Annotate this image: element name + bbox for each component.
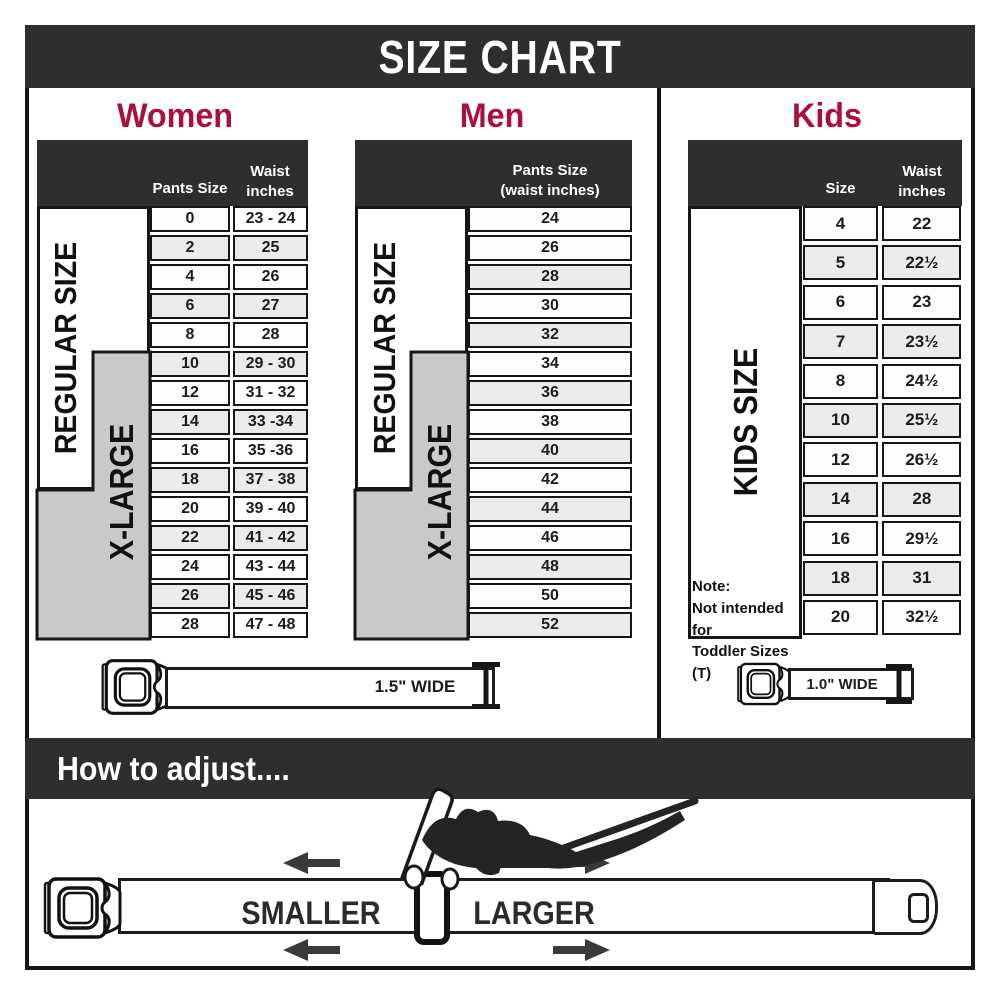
table-cell: 23½	[882, 324, 961, 359]
table-cell: 26½	[882, 442, 961, 477]
thumbtip	[442, 869, 458, 889]
women-rows	[150, 206, 308, 638]
table-cell: 26	[233, 264, 308, 290]
hand-illustration	[380, 778, 710, 958]
table-cell: 7	[803, 324, 878, 359]
table-cell: 10	[150, 351, 230, 377]
women-xlarge-label: X-LARGE	[103, 423, 140, 561]
table-cell: 22	[882, 206, 961, 241]
fingertip	[405, 866, 423, 888]
table-cell: 28	[882, 482, 961, 517]
table-cell: 52	[468, 612, 632, 638]
table-cell: 26	[468, 235, 632, 261]
table-cell: 48	[468, 554, 632, 580]
kids-col2-header-line2: inches	[898, 182, 946, 200]
table-cell: 8	[803, 364, 878, 399]
table-cell: 28	[468, 264, 632, 290]
women-table-header	[37, 140, 308, 206]
table-cell: 36	[468, 380, 632, 406]
table-cell: 34	[468, 351, 632, 377]
table-cell: 28	[150, 612, 230, 638]
table-cell: 4	[150, 264, 230, 290]
table-cell: 28	[233, 322, 308, 348]
table-cell: 23 - 24	[233, 206, 308, 232]
table-cell: 32	[468, 322, 632, 348]
table-cell: 24	[150, 554, 230, 580]
table-cell: 29½	[882, 521, 961, 556]
kids-belt-width-label: 1.0" WIDE	[806, 676, 878, 693]
table-cell: 44	[468, 496, 632, 522]
table-cell: 20	[150, 496, 230, 522]
table-cell: 45 - 46	[233, 583, 308, 609]
men-col-header-line2: (waist inches)	[500, 181, 600, 199]
table-cell: 35 -36	[233, 438, 308, 464]
table-cell: 24	[468, 206, 632, 232]
table-cell: 50	[468, 583, 632, 609]
table-cell: 43 - 44	[233, 554, 308, 580]
table-cell: 37 - 38	[233, 467, 308, 493]
table-cell: 39 - 40	[233, 496, 308, 522]
table-cell: 8	[150, 322, 230, 348]
arrow-left-icon	[283, 851, 340, 875]
table-cell: 12	[150, 380, 230, 406]
table-cell: 14	[803, 482, 878, 517]
table-cell: 12	[803, 442, 878, 477]
women-regular-size-label: REGULAR SIZE	[48, 241, 83, 455]
women-col2-header-line1: Waist	[250, 163, 290, 180]
page-title: SIZE CHART	[378, 30, 622, 83]
how-to-adjust-heading: How to adjust....	[57, 749, 290, 787]
table-cell: 46	[468, 525, 632, 551]
smaller-label: SMALLER	[241, 895, 381, 931]
kids-note-line3: Toddler Sizes (T)	[692, 643, 789, 682]
larger-label: LARGER	[473, 895, 595, 931]
table-cell: 22	[150, 525, 230, 551]
table-cell: 16	[803, 521, 878, 556]
table-cell: 42	[468, 467, 632, 493]
kids-note-line1: Note:	[692, 578, 731, 595]
belt-tip-hole	[908, 893, 929, 923]
table-cell: 27	[233, 293, 308, 319]
men-regular-size-label: REGULAR SIZE	[367, 241, 402, 455]
table-cell: 10	[803, 403, 878, 438]
men-section-title: Men	[459, 97, 525, 135]
table-cell: 16	[150, 438, 230, 464]
kids-section-title: Kids	[791, 97, 863, 135]
kids-note-line2: Not intended for	[692, 599, 784, 639]
men-rows	[468, 206, 632, 638]
table-cell: 0	[150, 206, 230, 232]
table-cell: 18	[150, 467, 230, 493]
width-indicator-icon-kids	[886, 664, 912, 704]
table-cell: 5	[803, 245, 878, 280]
table-cell: 41 - 42	[233, 525, 308, 551]
table-cell: 29 - 30	[233, 351, 308, 377]
table-cell: 30	[468, 293, 632, 319]
kids-col2-header-line1: Waist	[902, 163, 942, 180]
table-cell: 25½	[882, 403, 961, 438]
men-xlarge-label: X-LARGE	[421, 423, 458, 561]
kids-col2-header	[882, 162, 962, 201]
kids-table-header	[688, 140, 962, 206]
table-cell: 32½	[882, 600, 961, 635]
women-col1-header: Pants Size	[152, 179, 228, 197]
table-cell: 22½	[882, 245, 961, 280]
kids-size-label: KIDS SIZE	[727, 347, 764, 497]
table-cell: 6	[150, 293, 230, 319]
women-col2-header	[233, 162, 307, 201]
men-col-header-line1: Pants Size	[512, 162, 588, 179]
arrow-left-icon	[283, 938, 340, 962]
table-cell: 26	[150, 583, 230, 609]
table-cell: 40	[468, 438, 632, 464]
table-cell: 6	[803, 285, 878, 320]
table-cell: 23	[882, 285, 961, 320]
table-cell: 20	[803, 600, 878, 635]
title-bar	[25, 25, 975, 88]
men-col-header	[468, 161, 632, 200]
table-cell: 38	[468, 409, 632, 435]
table-cell: 14	[150, 409, 230, 435]
table-cell: 47 - 48	[233, 612, 308, 638]
table-cell: 2	[150, 235, 230, 261]
width-indicator-icon	[472, 662, 500, 709]
adult-belt-width-label: 1.5" WIDE	[374, 677, 456, 696]
table-cell: 25	[233, 235, 308, 261]
table-cell: 31	[882, 561, 961, 596]
men-table-header	[355, 140, 632, 207]
kids-col1-header: Size	[825, 179, 856, 197]
seatbelt-buckle-icon-adjust	[42, 870, 126, 946]
seatbelt-buckle-icon-kids	[736, 661, 794, 707]
table-cell: 4	[803, 206, 878, 241]
women-col2-header-line2: inches	[246, 182, 294, 200]
kids-rows	[803, 206, 961, 635]
table-cell: 24½	[882, 364, 961, 399]
table-cell: 33 -34	[233, 409, 308, 435]
women-section-title: Women	[116, 97, 234, 135]
table-cell: 31 - 32	[233, 380, 308, 406]
section-divider	[657, 88, 661, 738]
table-cell: 18	[803, 561, 878, 596]
